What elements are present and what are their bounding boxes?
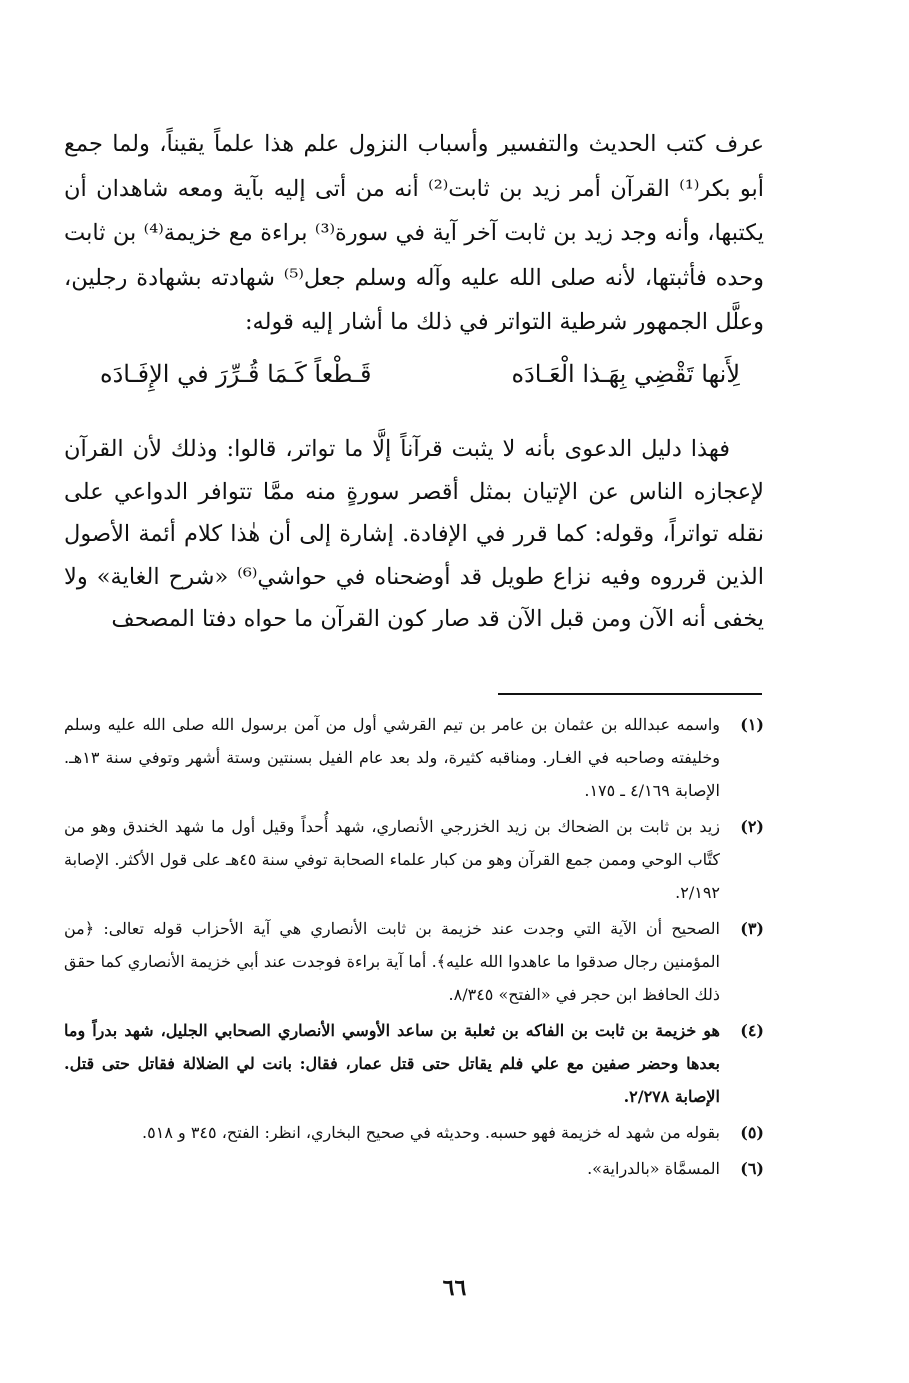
paragraph-1: عرف كتب الحديث والتفسير وأسباب النزول علم هذا علماً يقيناً، ولما جمع أبو بكر⁽¹⁾ القرآن أمر زيد بن ثابت⁽²⁾ أنه من أتى إليه بآية ومعه شاهدان أن يكتبها، وأنه وجد زيد بن ثابت آخر آية في سورة⁽³⁾ براءة مع خزيمة⁽⁴⁾ بن ثابت وحده فأثبتها، لأنه صلى الله عليه وآله وسلم جعل⁽⁵⁾ شهادته بشهادة رجلين، وعلَّل الجمهور شرطية التواتر في ذلك ما أشار إليه قوله: (64, 131, 764, 335)
footnote-number: (٥) (740, 1123, 764, 1142)
footnote-separator (498, 693, 762, 695)
footnote-1 (64, 708, 764, 807)
footnote-number: (٤) (740, 1021, 764, 1040)
footnotes (64, 708, 764, 1188)
footnote-text: المسمَّاة «بالدراية». (587, 1159, 720, 1178)
footnote-text: بقوله من شهد له خزيمة فهو حسبه. وحديثه في صحيح البخاري، انظر: الفتح، ٣٤٥ و ٥١٨. (142, 1123, 720, 1142)
footnote-3 (64, 912, 764, 1011)
page-number: ٦٦ (442, 1275, 467, 1301)
verse-second-hemistich: قَـطْعاً كَـمَا قُـرِّرَ في الإِفَـادَه (100, 360, 372, 388)
footnote-number: (٣) (740, 919, 764, 938)
footnote-number: (٦) (740, 1159, 764, 1178)
main-text-block-2 (64, 428, 764, 641)
footnote-text: واسمه عبدالله بن عثمان بن عامر بن تيم القرشي أول من آمن برسول الله صلى الله عليه وسلم وخليفته وصاحبه في الغـار. ومناقبه كثيرة، ولد بعد عام الفيل بسنتين وستة أشهر وتوفي سنة ١٣هـ. الإصابة ٤/١٦٩ ـ ١٧٥. (64, 715, 720, 800)
footnote-text: زيد بن ثابت بن الضحاك بن زيد الخزرجي الأنصاري، شهد أُحداً وقيل أول ما شهد الخندق وهو من كتَّاب الوحي وممن جمع القرآن وهو من كبار علماء الصحابة توفي سنة ٤٥هـ على قول الأكثر. الإصابة ٢/١٩٢. (64, 817, 721, 902)
footnote-text: هو خزيمة بن ثابت بن الفاكه بن ثعلبة بن ساعد الأوسي الأنصاري الصحابي الجليل، شهد بدراً وما بعدها وحضر صفين مع علي فلم يقاتل حتى قتل عمار، فقال: بانت لي الضلالة فقاتل حتى قتل. الإصابة ٢/٢٧٨. (64, 1021, 720, 1106)
footnote-number: (١) (740, 715, 764, 734)
paragraph-2: فهذا دليل الدعوى بأنه لا يثبت قرآناً إلَّا ما تواتر، قالوا: وذلك لأن القرآن لإعجازه الناس عن الإتيان بمثل أقصر سورةٍ منه ممَّا تتوافر الدواعي على نقله تواتراً، وقوله: كما قرر في الإفادة. إشارة إلى أن هٰذا كلام أئمة الأصول الذين قرروه وفيه نزاع طويل قد أوضحناه في حواشي⁽⁶⁾ «شرح الغاية» ولا يخفى أنه الآن ومن قبل الآن قد صار كون القرآن ما حواه دفتا المصحف (64, 436, 764, 632)
footnote-number: (٢) (740, 817, 764, 836)
footnote-2 (64, 810, 764, 909)
footnote-4 (64, 1014, 764, 1113)
footnote-6 (64, 1152, 764, 1185)
main-text-block (64, 122, 764, 345)
verse-first-hemistich: لِأَنها تَقْضِي بِهَـذا الْعَـادَه (511, 360, 740, 388)
verse-line (100, 350, 740, 398)
footnote-5 (64, 1116, 764, 1149)
footnote-text: الصحيح أن الآية التي وجدت عند خزيمة بن ثابت الأنصاري هي آية الأحزاب قوله تعالى: ﴿من المؤمنين رجال صدقوا ما عاهدوا الله عليه﴾. أما آية براءة فوجدت عند أبي خزيمة الأنصاري كما حقق ذلك الحافظ ابن حجر في «الفتح» ٨/٣٤٥. (64, 919, 720, 1004)
